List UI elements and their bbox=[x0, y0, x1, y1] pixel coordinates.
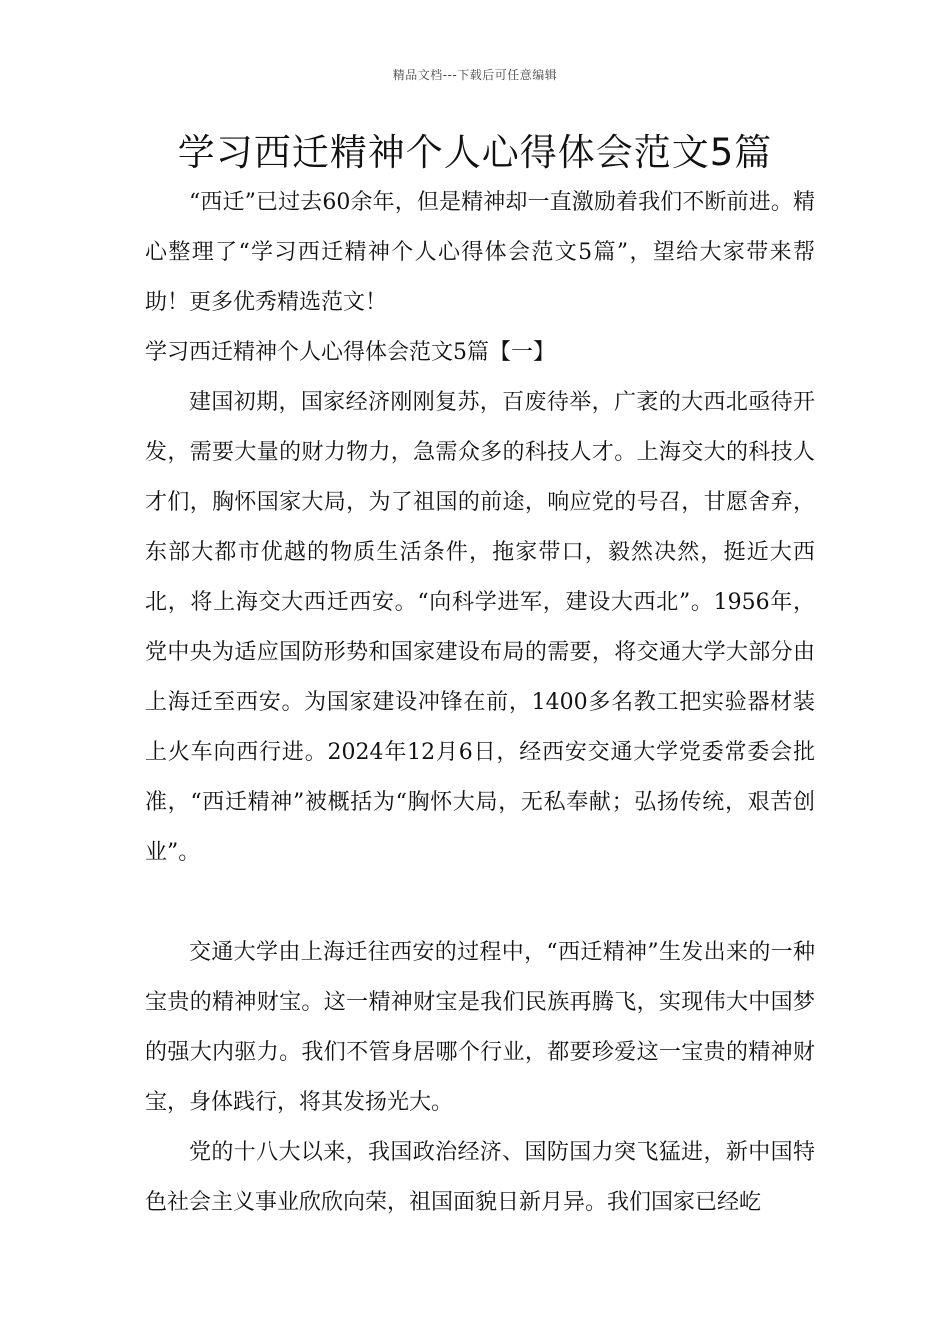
document-title: 学习西迁精神个人心得体会范文5篇 bbox=[177, 131, 773, 174]
section-heading-1: 学习西迁精神个人心得体会范文5篇【一】 bbox=[145, 340, 555, 365]
document-body bbox=[145, 178, 815, 1228]
paragraph-gap bbox=[145, 878, 815, 928]
intro-paragraph: “西迁”已过去60余年，但是精神却一直激励着我们不断前进。精心整理了“学习西迁精神个人心得体会范文5篇”，望给大家带来帮助！更多优秀精选范文！ bbox=[145, 190, 815, 315]
body-paragraph-3: 党的十八大以来，我国政治经济、国防国力突飞猛进，新中国特色社会主义事业欣欣向荣，祖国面貌日新月异。我们国家已经屹 bbox=[145, 1140, 815, 1215]
body-paragraph-1: 建国初期，国家经济刚刚复苏，百废待举，广袤的大西北亟待开发，需要大量的财力物力，急需众多的科技人才。上海交大的科技人才们，胸怀国家大局，为了祖国的前途，响应党的号召，甘愿舍弃，东部大都市优越的物质生活条件，拖家带口，毅然决然，挺近大西北，将上海交大西迁西安。“向科学进军，建设大西北”。1956年，党中央为适应国防形势和国家建设布局的需要，将交通大学大部分由上海迁至西安。为国家建设冲锋在前，1400多名教工把实验器材装上火车向西行进。2024年12月6日，经西安交通大学党委常委会批准，“西迁精神”被概括为“胸怀大局，无私奉献；弘扬传统，艰苦创业”。 bbox=[145, 390, 816, 865]
document-header-note: 精品文档---下载后可任意编辑 bbox=[392, 68, 558, 82]
body-paragraph-2: 交通大学由上海迁往西安的过程中，“西迁精神”生发出来的一种宝贵的精神财宝。这一精神财宝是我们民族再腾飞，实现伟大中国梦的强大内驱力。我们不管身居哪个行业，都要珍爱这一宝贵的精神财宝，身体践行，将其发扬光大。 bbox=[145, 940, 815, 1115]
